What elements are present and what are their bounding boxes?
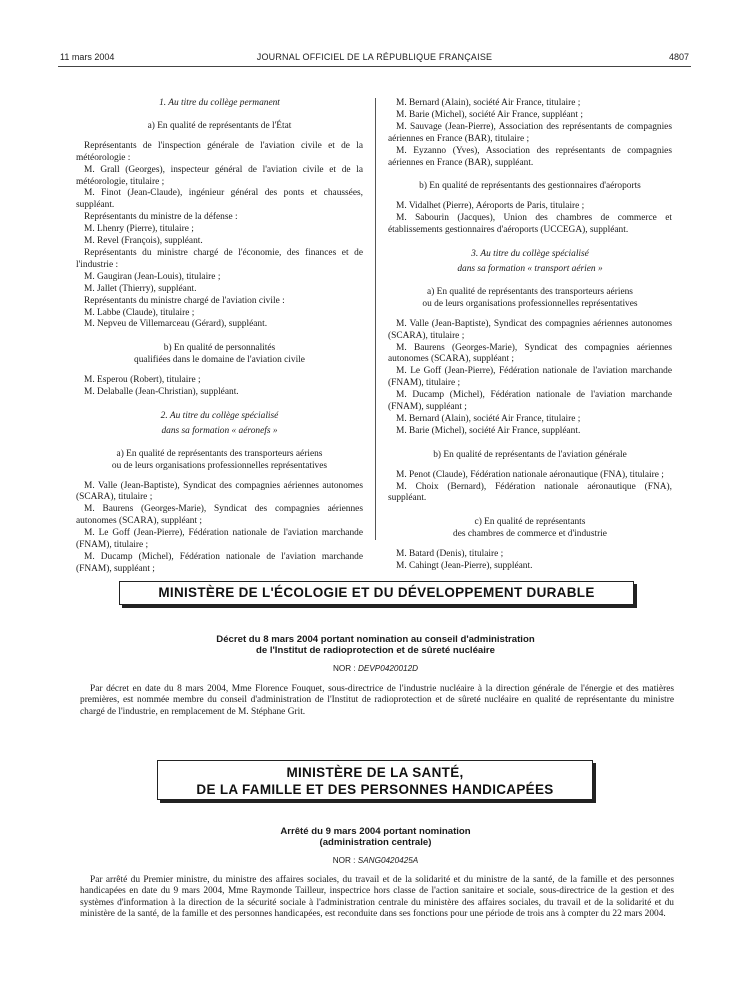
spacer xyxy=(76,367,363,375)
member-entry: M. Bernard (Alain), société Air France, titulaire ; xyxy=(396,413,581,424)
section-heading: dans sa formation « aéronefs » xyxy=(161,425,278,436)
decree-nor-code: DEVP0420012D xyxy=(357,664,419,673)
member-entry: M. Cahingt (Jean-Pierre), suppléant. xyxy=(396,561,533,572)
member-entry: M. Batard (Denis), titulaire ; xyxy=(396,549,504,560)
member-entry: M. Le Goff (Jean-Pierre), Fédération nationale de l'aviation marchande (FNAM), titulaire ; xyxy=(76,528,363,551)
member-entry: Représentants du ministre chargé de l'aviation civile : xyxy=(84,295,285,306)
arrete-title xyxy=(80,826,671,848)
subsection-heading: a) En qualité de représentants des transporteurs aériens xyxy=(116,448,323,459)
subsection-heading: b) En qualité de représentants de l'aviation générale xyxy=(433,449,627,460)
member-entry: M. Grall (Georges), inspecteur général de l'aviation civile et de la météorologie, titulaire ; xyxy=(76,164,363,187)
subsection-heading: ou de leurs organisations professionnelles représentatives xyxy=(111,460,328,471)
member-entry: M. Gaugiran (Jean-Louis), titulaire ; xyxy=(84,271,221,282)
subsection-heading: qualifiées dans le domaine de l'aviation civile xyxy=(134,355,305,366)
spacer xyxy=(76,113,363,121)
spacer xyxy=(76,441,363,449)
member-entry: Représentants du ministre de la défense : xyxy=(84,212,238,223)
member-entry: M. Sabourin (Jacques), Union des chambres de commerce et établissements gestionnaires d'aéroports (UCCEGA), suppléant. xyxy=(388,213,672,236)
journal-title: JOURNAL OFFICIEL DE LA RÉPUBLIQUE FRANÇAISE xyxy=(256,52,493,62)
member-entry: Représentants du ministre chargé de l'économie, des finances et de l'industrie : xyxy=(76,247,363,270)
member-entry: M. Lhenry (Pierre), titulaire ; xyxy=(84,224,194,235)
member-entry: M. Bernard (Alain), société Air France, titulaire ; xyxy=(396,98,581,108)
member-entry: M. Revel (François), suppléant. xyxy=(84,236,203,247)
arrete-body xyxy=(80,875,674,920)
spacer xyxy=(76,331,363,343)
section-heading: 3. Au titre du collège spécialisé xyxy=(471,249,589,260)
subsection-heading: b) En qualité de représentants des gestionnaires d'aéroports xyxy=(419,181,641,192)
member-entry: M. Baurens (Georges-Marie), Syndicat des compagnies aériennes autonomes (SCARA), suppléant ; xyxy=(76,504,363,527)
member-entry: M. Esperou (Robert), titulaire ; xyxy=(84,375,201,386)
arrete-nor-code: SANG0420425A xyxy=(357,856,419,865)
subsection-heading: a) En qualité de représentants de l'État xyxy=(147,120,292,131)
decree-title xyxy=(80,634,671,656)
arrete-title-line1: Arrêté du 9 mars 2004 portant nomination xyxy=(280,826,471,837)
ministry-health-banner xyxy=(157,760,593,800)
right-column xyxy=(388,98,672,573)
spacer xyxy=(388,279,672,287)
member-entry: M. Ducamp (Michel), Fédération nationale de l'aviation marchande (FNAM), suppléant ; xyxy=(76,552,363,574)
member-entry: M. Eyzanno (Yves), Association des représentants de compagnies aériennes en France (BAR), suppléant. xyxy=(388,145,672,168)
ministry-ecology-banner xyxy=(119,581,634,605)
page-number: 4807 xyxy=(668,52,689,62)
decree-title-line1: Décret du 8 mars 2004 portant nomination au conseil d'administration xyxy=(216,634,535,645)
member-entry: M. Vidalhet (Pierre), Aéroports de Paris, titulaire ; xyxy=(396,201,585,212)
member-entry: M. Labbe (Claude), titulaire ; xyxy=(84,307,195,318)
subsection-heading: b) En qualité de personnalités xyxy=(163,343,276,354)
arrete-body-text: Par arrêté du Premier ministre, du ministre des affaires sociales, du travail et de la solidarité et du ministre de la santé, de la famille et des personnes handicapées en date du 9 mars 2004, Mme Raymonde Tailleur, inspectrice hors classe de l'action sanitaire et sociale, sous-directrice de la gestion et des systèmes d'information à la direction de la sécurité sociale à l'administration centrale du ministère des affaires sociales, du travail et de la solidarité et du ministère de la santé, de la famille et des personnes handicapées, est reconduite dans ses fonctions pour une période de trois ans à compter du 22 mars 2004. xyxy=(80,875,674,919)
member-entry: M. Jallet (Thierry), suppléant. xyxy=(84,283,197,294)
spacer xyxy=(388,541,672,549)
member-entry: M. Barie (Michel), société Air France, suppléant. xyxy=(396,425,581,436)
decree-title-line2: de l'Institut de radioprotection et de sûreté nucléaire xyxy=(256,645,495,656)
subsection-heading: c) En qualité de représentants xyxy=(474,517,586,528)
arrete-nor-label: NOR : xyxy=(332,856,356,865)
header-date: 11 mars 2004 xyxy=(60,52,115,62)
member-entry: M. Sauvage (Jean-Pierre), Association des représentants de compagnies aériennes en France (BAR), titulaire ; xyxy=(388,121,672,144)
subsection-heading: a) En qualité de représentants des transporteurs aériens xyxy=(427,286,633,297)
member-entry: M. Barie (Michel), société Air France, suppléant ; xyxy=(396,109,583,120)
decree-body-text: Par décret en date du 8 mars 2004, Mme Florence Fouquet, sous-directrice de l'industrie nucléaire à la direction générale de l'énergie et des matières premières, est nommée membre du conseil d'administration de l'Institut de radioprotection et de sûreté nucléaire en qualité de représentante du ministre chargé de l'industrie, en remplacement de M. Stéphane Grit. xyxy=(80,684,674,717)
subsection-heading: des chambres de commerce et d'industrie xyxy=(453,529,607,540)
spacer xyxy=(388,311,672,319)
spacer xyxy=(388,438,672,450)
arrete-title-line2: (administration centrale) xyxy=(319,837,432,848)
section-heading: 2. Au titre du collège spécialisé xyxy=(160,410,279,421)
column-separator xyxy=(375,98,376,540)
decree-nor-label: NOR : xyxy=(332,664,356,673)
member-entry: M. Delaballe (Jean-Christian), suppléant. xyxy=(84,387,239,398)
spacer xyxy=(76,399,363,411)
member-entry: M. Penot (Claude), Fédération nationale aéronautique (FNA), titulaire ; xyxy=(396,469,664,480)
section-heading: dans sa formation « transport aérien » xyxy=(457,263,603,274)
member-entry: M. Finot (Jean-Claude), ingénieur général des ponts et chaussées, suppléant. xyxy=(76,188,363,211)
member-entry: Représentants de l'inspection générale de l'aviation civile et de la météorologie : xyxy=(76,140,363,163)
ministry-health-title-line2: DE LA FAMILLE ET DES PERSONNES HANDICAPÉES xyxy=(196,782,554,797)
spacer xyxy=(388,462,672,470)
spacer xyxy=(388,237,672,249)
arrete-nor xyxy=(0,856,751,865)
ministry-health-title-line1: MINISTÈRE DE LA SANTÉ, xyxy=(286,765,464,780)
spacer xyxy=(76,473,363,481)
left-column xyxy=(76,98,363,576)
member-entry: M. Valle (Jean-Baptiste), Syndicat des compagnies aériennes autonomes (SCARA), titulaire ; xyxy=(388,318,672,341)
section-heading: 1. Au titre du collège permanent xyxy=(159,98,280,108)
member-entry: M. Baurens (Georges-Marie), Syndicat des compagnies aériennes autonomes (SCARA), suppléant ; xyxy=(388,342,672,365)
ministry-ecology-title: MINISTÈRE DE L'ÉCOLOGIE ET DU DÉVELOPPEMENT DURABLE xyxy=(158,585,595,600)
subsection-heading: ou de leurs organisations professionnelles représentatives xyxy=(422,298,638,309)
member-entry: M. Le Goff (Jean-Pierre), Fédération nationale de l'aviation marchande (FNAM), titulaire ; xyxy=(388,366,672,389)
spacer xyxy=(388,505,672,517)
spacer xyxy=(76,133,363,141)
decree-nor xyxy=(0,664,751,673)
member-entry: M. Nepveu de Villemarceau (Gérard), suppléant. xyxy=(84,319,268,330)
header-rule xyxy=(58,66,691,67)
member-entry: M. Choix (Bernard), Fédération nationale aéronautique (FNA), suppléant. xyxy=(388,481,672,504)
decree-body xyxy=(80,684,674,718)
member-entry: M. Valle (Jean-Baptiste), Syndicat des compagnies aériennes autonomes (SCARA), titulaire ; xyxy=(76,480,363,503)
member-entry: M. Ducamp (Michel), Fédération nationale de l'aviation marchande (FNAM), suppléant ; xyxy=(388,390,672,413)
spacer xyxy=(388,169,672,181)
